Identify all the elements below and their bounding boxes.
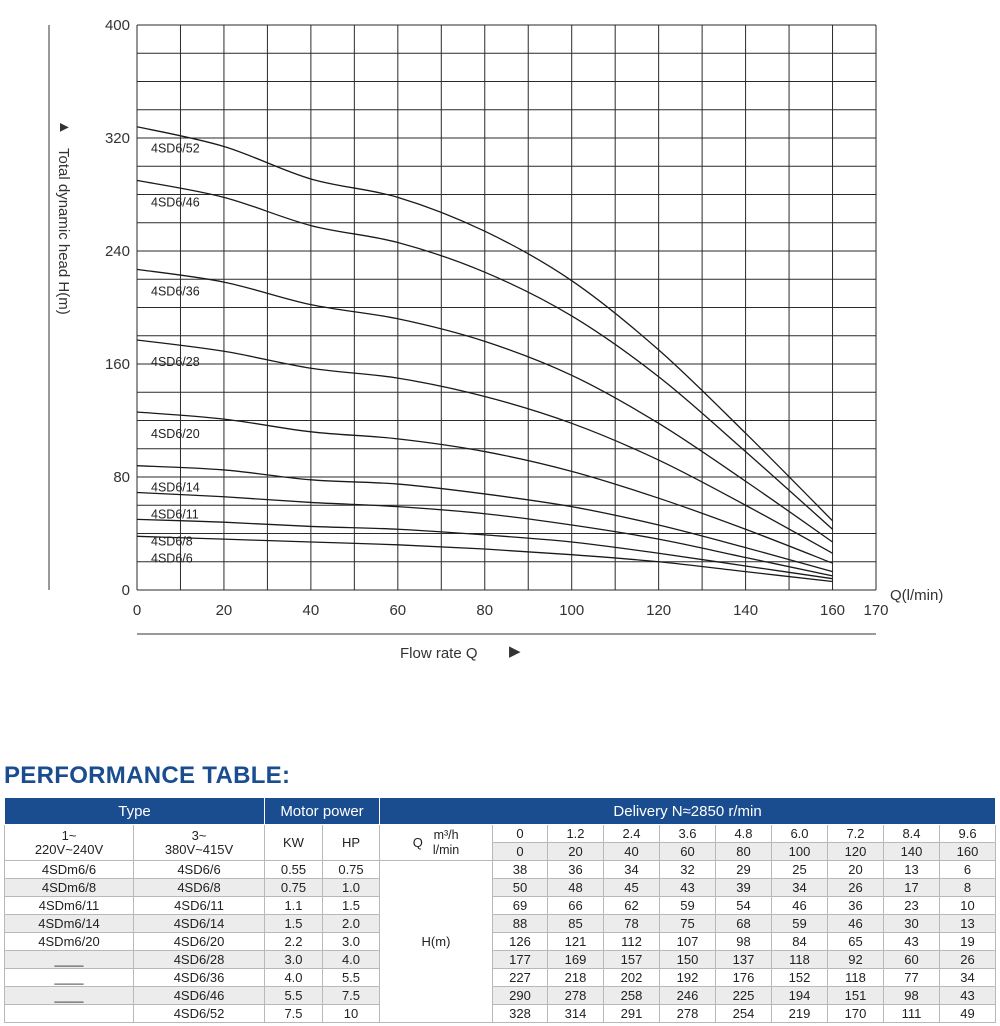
head-value: 92 <box>828 951 884 969</box>
head-value: 19 <box>940 933 996 951</box>
x-tick-label: 100 <box>559 602 585 619</box>
head-value: 121 <box>548 933 604 951</box>
head-value: 192 <box>660 969 716 987</box>
head-value: 46 <box>772 897 828 915</box>
three-phase-model: 4SD6/11 <box>134 897 265 915</box>
y-tick-label: 80 <box>113 469 130 486</box>
y-tick-label: 400 <box>104 17 130 34</box>
head-value: 88 <box>493 915 548 933</box>
q-lmin-cell: 100 <box>772 843 828 861</box>
three-phase-model: 4SD6/14 <box>134 915 265 933</box>
head-value: 219 <box>772 1005 828 1023</box>
hp-value: 10 <box>323 1005 380 1023</box>
head-value: 177 <box>493 951 548 969</box>
head-value: 13 <box>884 861 940 879</box>
head-value: 62 <box>604 897 660 915</box>
q-lmin-cell: 60 <box>660 843 716 861</box>
q-m3h-cell: 3.6 <box>660 825 716 843</box>
x-tick-label: 160 <box>820 602 846 619</box>
curve-label: 4SD6/6 <box>151 551 193 566</box>
y-tick-label: 320 <box>104 130 130 147</box>
head-value: 10 <box>940 897 996 915</box>
curve-label: 4SD6/46 <box>151 195 200 210</box>
head-value: 170 <box>828 1005 884 1023</box>
head-value: 48 <box>548 879 604 897</box>
head-value: 98 <box>884 987 940 1005</box>
head-value: 278 <box>548 987 604 1005</box>
head-value: 227 <box>493 969 548 987</box>
single-phase-model: 4SDm6/11 <box>5 897 134 915</box>
x-tick-label: 80 <box>476 602 494 619</box>
three-phase-model: 4SD6/46 <box>134 987 265 1005</box>
q-lmin-cell: 160 <box>940 843 996 861</box>
q-m3h-cell: 9.6 <box>940 825 996 843</box>
head-value: 50 <box>493 879 548 897</box>
q-m3h-cell: 1.2 <box>548 825 604 843</box>
x-axis-unit-label: Q(l/min) <box>890 587 944 604</box>
head-value: 98 <box>716 933 772 951</box>
table-row <box>5 1005 996 1023</box>
chart-grid <box>137 25 876 590</box>
head-value: 32 <box>660 861 716 879</box>
three-phase-header <box>134 825 265 861</box>
q-label: Q <box>412 835 423 850</box>
hp-value: 1.5 <box>323 897 380 915</box>
motor-power-header: Motor power <box>265 798 380 825</box>
kw-value: 3.0 <box>265 951 323 969</box>
three-phase-model: 4SD6/8 <box>134 879 265 897</box>
single-phase-model <box>5 1005 134 1023</box>
head-value: 246 <box>660 987 716 1005</box>
head-value: 152 <box>772 969 828 987</box>
q-m3h-cell: 7.2 <box>828 825 884 843</box>
single-phase-model: 4SDm6/6 <box>5 861 134 879</box>
table-row <box>5 951 996 969</box>
head-value: 54 <box>716 897 772 915</box>
head-value: 77 <box>884 969 940 987</box>
delivery-header: Delivery N≈2850 r/min <box>380 798 996 825</box>
head-value: 157 <box>604 951 660 969</box>
q-m3h-cell: 0 <box>493 825 548 843</box>
head-value: 291 <box>604 1005 660 1023</box>
table-row <box>5 987 996 1005</box>
head-value: 107 <box>660 933 716 951</box>
q-lmin-cell: 40 <box>604 843 660 861</box>
head-value: 151 <box>828 987 884 1005</box>
q-m3h-cell: 4.8 <box>716 825 772 843</box>
kw-value: 5.5 <box>265 987 323 1005</box>
curve-label: 4SD6/14 <box>151 480 200 495</box>
single-phase-voltage: 220V~240V <box>34 841 104 857</box>
head-value: 23 <box>884 897 940 915</box>
head-value: 118 <box>828 969 884 987</box>
three-phase-model: 4SD6/20 <box>134 933 265 951</box>
curve-label: 4SD6/8 <box>151 534 193 549</box>
table-row <box>5 969 996 987</box>
head-value: 194 <box>772 987 828 1005</box>
kw-header: KW <box>265 825 323 861</box>
hp-value: 5.5 <box>323 969 380 987</box>
head-value: 78 <box>604 915 660 933</box>
three-phase-model: 4SD6/52 <box>134 1005 265 1023</box>
kw-value: 1.5 <box>265 915 323 933</box>
curve-label: 4SD6/11 <box>151 507 199 522</box>
head-value: 25 <box>772 861 828 879</box>
x-axis-title: Flow rate Q <box>400 645 478 662</box>
head-value: 46 <box>828 915 884 933</box>
hp-value: 3.0 <box>323 933 380 951</box>
single-phase-model: 4SDm6/20 <box>5 933 134 951</box>
type-header: Type <box>5 798 265 825</box>
head-value: 60 <box>884 951 940 969</box>
hp-value: 7.5 <box>323 987 380 1005</box>
table-row <box>5 933 996 951</box>
hp-value: 0.75 <box>323 861 380 879</box>
head-value: 328 <box>493 1005 548 1023</box>
head-value: 137 <box>716 951 772 969</box>
three-phase-model: 4SD6/28 <box>134 951 265 969</box>
y-tick-label: 240 <box>104 243 130 260</box>
three-phase-label: 3~ <box>191 827 207 843</box>
table-row <box>5 879 996 897</box>
head-value: 202 <box>604 969 660 987</box>
single-phase-model: 4SDm6/14 <box>5 915 134 933</box>
head-value: 290 <box>493 987 548 1005</box>
head-value: 43 <box>660 879 716 897</box>
q-lmin-cell: 0 <box>493 843 548 861</box>
three-phase-voltage: 380V~415V <box>164 841 234 857</box>
head-value: 26 <box>940 951 996 969</box>
head-value: 34 <box>604 861 660 879</box>
head-value: 29 <box>716 861 772 879</box>
head-value: 30 <box>884 915 940 933</box>
y-tick-label: 160 <box>104 356 130 373</box>
head-value: 69 <box>493 897 548 915</box>
q-header <box>380 825 493 861</box>
curve-label: 4SD6/36 <box>151 284 200 299</box>
kw-value: 2.2 <box>265 933 323 951</box>
q-unit-lmin: l/min <box>432 842 460 857</box>
x-tick-label: 140 <box>733 602 759 619</box>
hp-value: 1.0 <box>323 879 380 897</box>
single-phase-model: ____ <box>5 969 134 987</box>
head-value: 43 <box>940 987 996 1005</box>
head-value: 84 <box>772 933 828 951</box>
head-value: 17 <box>884 879 940 897</box>
head-value: 254 <box>716 1005 772 1023</box>
head-value: 34 <box>940 969 996 987</box>
chart-curve-labels <box>151 142 200 566</box>
x-tick-label: 120 <box>646 602 672 619</box>
single-phase-label: 1~ <box>61 827 77 843</box>
table-row <box>5 861 996 879</box>
head-value: 150 <box>660 951 716 969</box>
q-lmin-cell: 20 <box>548 843 604 861</box>
head-value: 112 <box>604 933 660 951</box>
q-m3h-cell: 8.4 <box>884 825 940 843</box>
head-value: 36 <box>548 861 604 879</box>
head-value: 85 <box>548 915 604 933</box>
single-phase-model: ____ <box>5 987 134 1005</box>
head-value: 68 <box>716 915 772 933</box>
head-value: 45 <box>604 879 660 897</box>
curve-label: 4SD6/52 <box>151 141 200 156</box>
head-value: 43 <box>884 933 940 951</box>
head-value: 26 <box>828 879 884 897</box>
single-phase-model: ____ <box>5 951 134 969</box>
head-value: 258 <box>604 987 660 1005</box>
q-lmin-cell: 120 <box>828 843 884 861</box>
head-value: 20 <box>828 861 884 879</box>
table-row <box>5 915 996 933</box>
head-value: 38 <box>493 861 548 879</box>
performance-table <box>4 797 996 1023</box>
head-value: 66 <box>548 897 604 915</box>
hp-value: 2.0 <box>323 915 380 933</box>
three-phase-model: 4SD6/6 <box>134 861 265 879</box>
performance-table-title: PERFORMANCE TABLE: <box>4 762 291 789</box>
x-tick-label: 20 <box>215 602 233 619</box>
hm-label: H(m) <box>380 861 493 1023</box>
curve-label: 4SD6/20 <box>151 427 200 442</box>
kw-value: 7.5 <box>265 1005 323 1023</box>
head-value: 65 <box>828 933 884 951</box>
kw-value: 0.55 <box>265 861 323 879</box>
curve-label: 4SD6/28 <box>151 354 200 369</box>
head-value: 126 <box>493 933 548 951</box>
x-tick-label: 60 <box>389 602 407 619</box>
head-value: 111 <box>884 1005 940 1023</box>
head-value: 39 <box>716 879 772 897</box>
table-row <box>5 897 996 915</box>
three-phase-model: 4SD6/36 <box>134 969 265 987</box>
head-value: 34 <box>772 879 828 897</box>
x-tick-label: 0 <box>132 602 142 619</box>
q-lmin-cell: 140 <box>884 843 940 861</box>
q-m3h-cell: 6.0 <box>772 825 828 843</box>
head-value: 8 <box>940 879 996 897</box>
head-value: 36 <box>828 897 884 915</box>
head-value: 278 <box>660 1005 716 1023</box>
x-tick-label: 170 <box>863 602 889 619</box>
kw-value: 4.0 <box>265 969 323 987</box>
x-axis-arrow: ▶ <box>509 643 521 660</box>
single-phase-header <box>5 825 134 861</box>
head-value: 49 <box>940 1005 996 1023</box>
single-phase-model: 4SDm6/8 <box>5 879 134 897</box>
head-value: 118 <box>772 951 828 969</box>
y-axis-title: Total dynamic head H(m) <box>55 148 72 315</box>
head-value: 176 <box>716 969 772 987</box>
head-value: 6 <box>940 861 996 879</box>
chart-tick-labels <box>105 17 889 619</box>
head-value: 75 <box>660 915 716 933</box>
head-value: 13 <box>940 915 996 933</box>
hp-value: 4.0 <box>323 951 380 969</box>
q-m3h-cell: 2.4 <box>604 825 660 843</box>
head-value: 59 <box>772 915 828 933</box>
q-lmin-cell: 80 <box>716 843 772 861</box>
head-value: 59 <box>660 897 716 915</box>
head-value: 225 <box>716 987 772 1005</box>
y-axis-arrow: ▲ <box>56 120 73 135</box>
head-value: 169 <box>548 951 604 969</box>
hp-header: HP <box>323 825 380 861</box>
y-tick-label: 0 <box>121 582 130 599</box>
kw-value: 1.1 <box>265 897 323 915</box>
head-value: 218 <box>548 969 604 987</box>
x-tick-label: 40 <box>302 602 320 619</box>
q-unit-m3h: m³/h <box>433 827 459 842</box>
kw-value: 0.75 <box>265 879 323 897</box>
head-value: 314 <box>548 1005 604 1023</box>
